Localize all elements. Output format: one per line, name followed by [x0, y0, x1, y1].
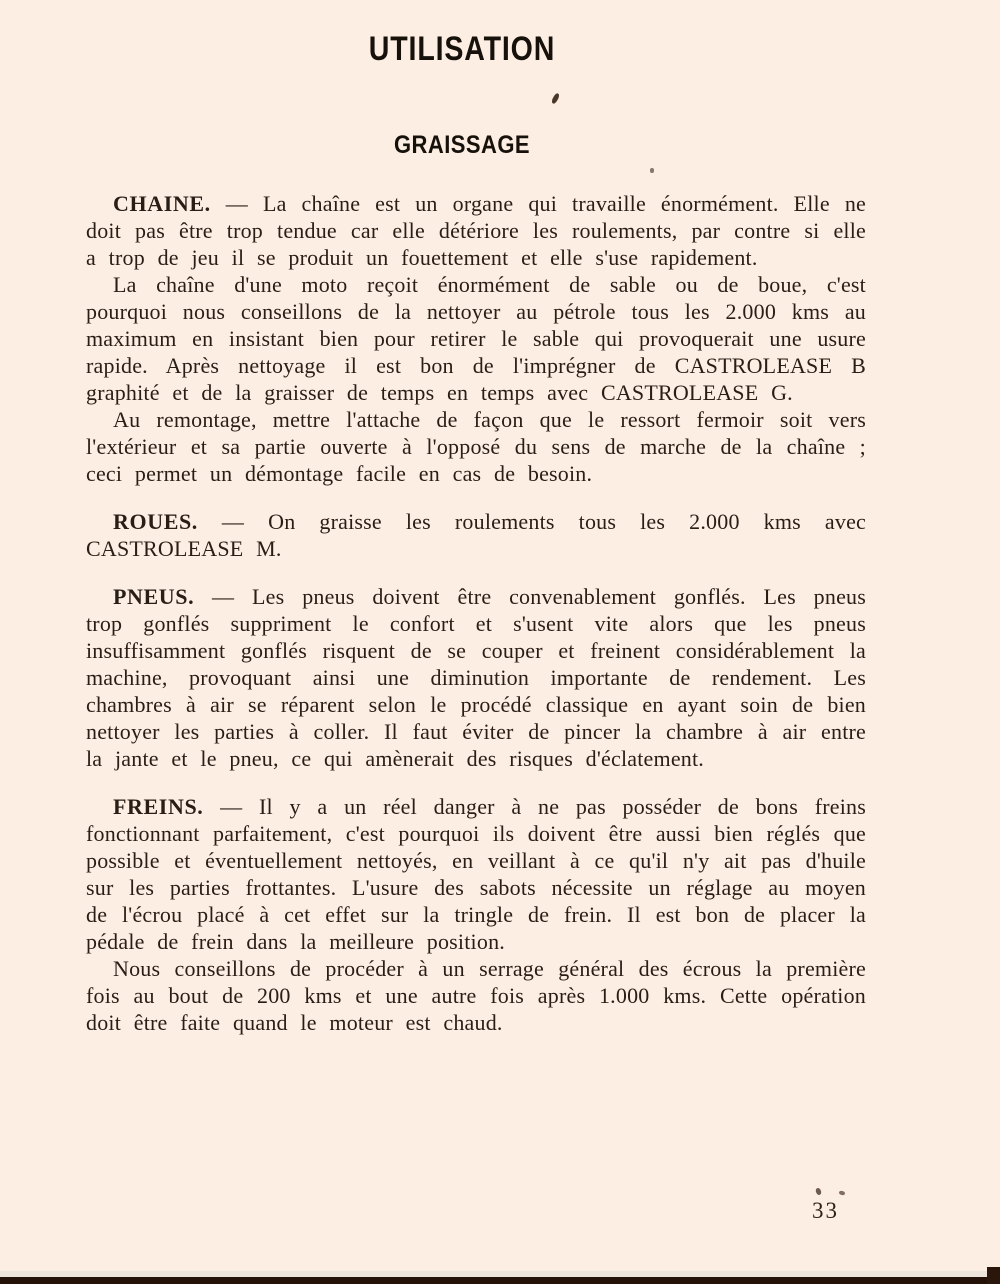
paragraph-text: Nous conseillons de procéder à un serrage général des écrous la première fois au bout de 200 kms et une autre fois après 1.000 kms. Cette opération doit être faite quand le moteur est chaud.	[86, 956, 866, 1035]
paragraph-freins-2	[86, 955, 866, 1036]
paragraph-lead-roues: ROUES.	[113, 509, 198, 534]
paragraph-lead-pneus: PNEUS.	[113, 584, 195, 609]
ink-speck	[650, 168, 654, 173]
ink-speck	[551, 92, 561, 104]
page-title: UTILISATION	[368, 30, 556, 68]
paragraph-chaine-1	[86, 190, 866, 271]
paragraph-freins-1	[86, 793, 866, 955]
paragraph-lead-chaine: CHAINE.	[113, 191, 211, 216]
paragraph-text: — La chaîne est un organe qui travaille énormément. Elle ne doit pas être trop tendue car elle détériore les roulements, par contre si elle a trop de jeu il se produit un fouettement et elle s'use rapidement.	[86, 191, 866, 270]
page-number: 33	[812, 1198, 839, 1223]
page-edge-notch	[987, 1267, 1000, 1284]
paragraph-lead-freins: FREINS.	[113, 794, 204, 819]
paragraph-roues	[86, 508, 866, 562]
paragraph-text: — Il y a un réel danger à ne pas posséder de bons freins fonctionnant parfaitement, c'est pourquoi ils doivent être aussi bien réglés que possible et éventuellement nettoyés, en veillant à ce qu'il n'y ait pas d'huile sur les parties frottantes. L'usure des sabots nécessite un réglage au moyen de l'écrou placé à cet effet sur la tringle de frein. Il est bon de placer la pédale de frein dans la meilleure position.	[86, 794, 866, 954]
section-heading: GRAISSAGE	[394, 131, 530, 159]
ink-speck	[839, 1190, 846, 1195]
paragraph-text: Au remontage, mettre l'attache de façon que le ressort fermoir soit vers l'extérieur et sa partie ouverte à l'opposé du sens de marche de la chaîne ; ceci permet un démontage facile en cas de besoin.	[86, 407, 866, 486]
paragraph-chaine-3	[86, 406, 866, 487]
body-text	[86, 190, 866, 1036]
paragraph-text: — On graisse les roulements tous les 2.000 kms avec CASTROLEASE M.	[86, 509, 867, 561]
paragraph-chaine-2	[86, 271, 866, 406]
paragraph-pneus	[86, 583, 866, 772]
paragraph-text: La chaîne d'une moto reçoit énormément de sable ou de boue, c'est pourquoi nous conseillons de la nettoyer au pétrole tous les 2.000 kms au maximum en insistant bien pour retirer le sable qui provoquerait une usure rapide. Après nettoyage il est bon de l'imprégner de CASTROLEASE B graphité et de la graisser de temps en temps avec CASTROLEASE G.	[86, 272, 866, 405]
ink-speck	[815, 1187, 822, 1195]
paragraph-text: — Les pneus doivent être convenablement gonflés. Les pneus trop gonflés suppriment le confort et s'usent vite alors que les pneus insuffisamment gonflés risquent de se couper et freinent considérablement la machine, provoquant ainsi une diminution importante de rendement. Les chambres à air se réparent selon le procédé classique en ayant soin de bien nettoyer les parties à coller. Il faut éviter de pincer la chambre à air entre la jante et le pneu, ce qui amènerait des risques d'éclatement.	[86, 584, 867, 771]
page-edge-shadow	[0, 1277, 1000, 1284]
